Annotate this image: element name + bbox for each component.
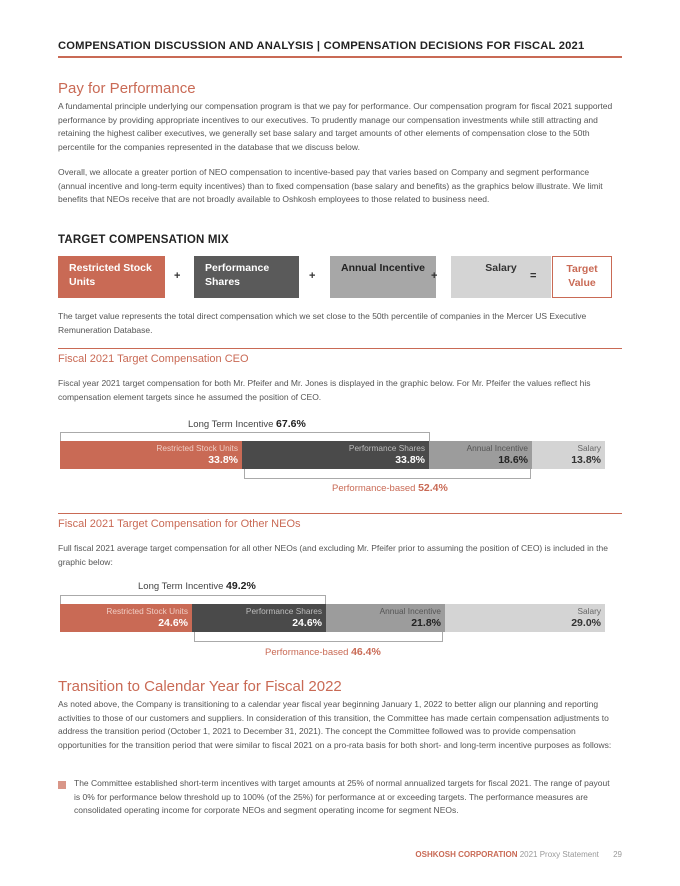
plus-sign: + <box>309 270 316 282</box>
transition-bullet-1: The Committee established short-term incentives with target amounts at 25% of normal annualized targets for fiscal 2021. The range of payout is 0% for performance below threshold up to 100% (of the 25%) for performance at or exceeding targets. The performance measures are consolidated operating income for corporate NEOs and segment operating income for segment NEOs. <box>74 778 610 815</box>
mix-annual-box: Annual Incentive <box>330 256 436 298</box>
segment-value: 21.8% <box>411 617 441 629</box>
page <box>58 0 622 886</box>
ceo-compensation-bar <box>60 441 620 469</box>
plus-sign: + <box>431 270 438 282</box>
ceo-salary-segment <box>532 441 605 469</box>
segment-value: 29.0% <box>571 617 601 629</box>
pay-for-performance-para-1: A fundamental principle underlying our compensation program is that we pay for performance. Our compensation program for fiscal 2021 supported performance by providing appropriate incentives to our executives. To prudently manage our compensation investments while still attracting and retaining the highest caliber executives, we generally set base salary and target amounts of other elements of compensation close to the 50th percentile for the companies represented in the database that we discuss below. <box>58 101 613 152</box>
neo-performance-segment <box>192 604 326 632</box>
mix-salary-box: Salary <box>451 256 551 298</box>
divider <box>58 513 622 514</box>
segment-value: 18.6% <box>498 454 528 466</box>
neo-annual-segment <box>326 604 445 632</box>
page-number: 29 <box>613 850 622 859</box>
neo-salary-segment <box>445 604 605 632</box>
footer-company: OSHKOSH CORPORATION <box>415 850 518 859</box>
neo-performance-bracket <box>194 632 443 642</box>
pay-for-performance-heading: Pay for Performance <box>58 80 196 97</box>
segment-label: Performance Shares <box>348 443 425 453</box>
section-header: COMPENSATION DISCUSSION AND ANALYSIS | COMPENSATION DECISIONS FOR FISCAL 2021 <box>58 40 585 52</box>
bullet-marker <box>58 781 66 789</box>
neo-compensation-heading: Fiscal 2021 Target Compensation for Other NEOs <box>58 518 301 530</box>
ceo-lti-caption: Long Term Incentive 67.6% <box>188 418 306 430</box>
segment-value: 33.8% <box>395 454 425 466</box>
segment-label: Annual Incentive <box>379 606 441 616</box>
segment-label: Restricted Stock Units <box>106 606 188 616</box>
ceo-annual-segment <box>429 441 532 469</box>
mix-rsu-box: Restricted Stock Units <box>58 256 165 298</box>
segment-value: 24.6% <box>158 617 188 629</box>
pay-for-performance-para-2: Overall, we allocate a greater portion of NEO compensation to incentive-based pay that varies based on Company and segment performance (annual incentive and long-term equity incentives) than to fixed compensation (base salary and benefits) as the graphics below illustrate. We limit benefits that NEOs receive that are not broadly available to Oshkosh employees to those related to business need. <box>58 167 603 204</box>
segment-label: Annual Incentive <box>466 443 528 453</box>
page-footer <box>415 850 622 859</box>
target-value-note: The target value represents the total direct compensation which we set close to the 50th percentile of companies in the Mercer US Executive Remuneration Database. <box>58 311 587 335</box>
neo-compensation-text: Full fiscal 2021 average target compensation for all other NEOs (and excluding Mr. Pfeifer prior to assuming the position of CEO) is included in the graphic below: <box>58 543 608 567</box>
transition-heading: Transition to Calendar Year for Fiscal 2022 <box>58 678 342 695</box>
segment-value: 33.8% <box>208 454 238 466</box>
divider <box>58 348 622 349</box>
target-mix-heading: TARGET COMPENSATION MIX <box>58 234 229 246</box>
neo-lti-caption: Long Term Incentive 49.2% <box>138 580 256 592</box>
segment-value: 13.8% <box>571 454 601 466</box>
ceo-performance-bracket <box>244 469 531 479</box>
equals-sign: = <box>530 270 537 282</box>
mix-performance-box: Performance Shares <box>194 256 299 298</box>
ceo-performance-segment <box>242 441 429 469</box>
plus-sign: + <box>174 270 181 282</box>
neo-performance-caption: Performance-based 46.4% <box>265 646 381 658</box>
segment-label: Performance Shares <box>245 606 322 616</box>
segment-value: 24.6% <box>292 617 322 629</box>
header-rule <box>58 56 622 58</box>
mix-target-value-box: Target Value <box>552 256 612 298</box>
segment-label: Restricted Stock Units <box>156 443 238 453</box>
neo-rsu-segment <box>60 604 192 632</box>
ceo-compensation-text: Fiscal year 2021 target compensation for both Mr. Pfeifer and Mr. Jones is displayed in the graphic below. For Mr. Pfeifer the values reflect his compensation element targets since he assumed the position of CEO. <box>58 378 591 402</box>
ceo-performance-caption: Performance-based 52.4% <box>332 482 448 494</box>
segment-label: Salary <box>577 443 601 453</box>
transition-text: As noted above, the Company is transitioning to a calendar year fiscal year beginning January 1, 2022 to better align our planning and reporting activities to those of our customers and suppliers. In consideration of this transition, the Committee has made certain compensation adjustments to address the transition period (October 1, 2021 to December 31, 2021). The concept the Committee followed was to provide compensation opportunities for the transition period that were similar to fiscal 2021 on a pro-rata basis for both short- and long-term incentive purposes as follows: <box>58 699 612 750</box>
segment-label: Salary <box>577 606 601 616</box>
footer-document: 2021 Proxy Statement <box>519 850 599 859</box>
neo-compensation-bar <box>60 604 620 632</box>
neo-lti-bracket <box>60 595 326 604</box>
ceo-rsu-segment <box>60 441 242 469</box>
ceo-compensation-heading: Fiscal 2021 Target Compensation CEO <box>58 353 249 365</box>
